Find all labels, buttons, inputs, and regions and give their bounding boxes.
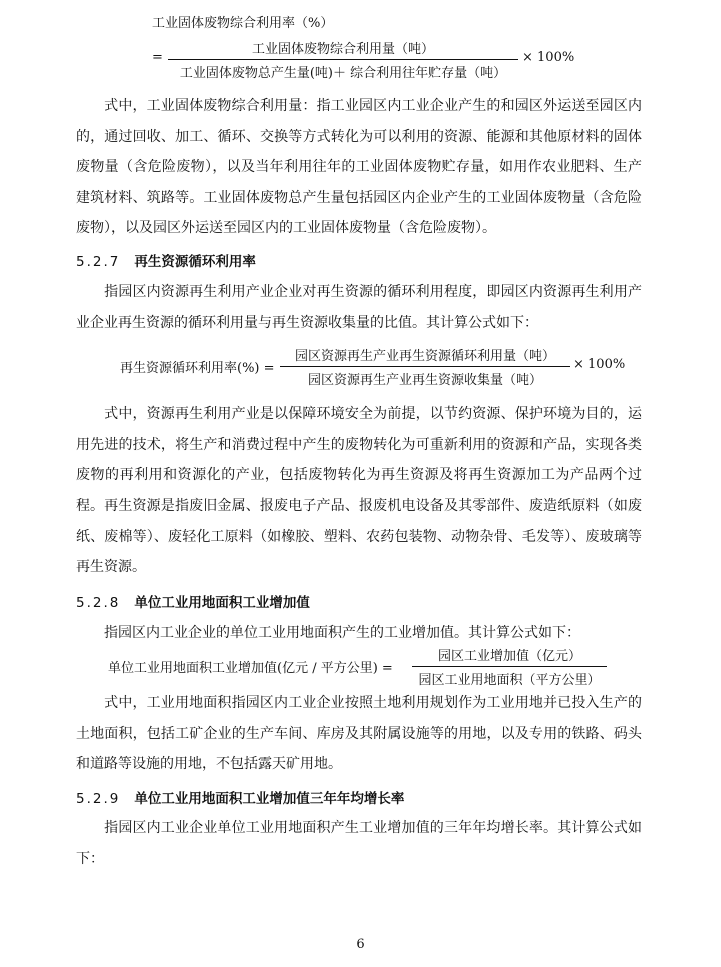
formula2-fraction xyxy=(280,345,570,388)
section-title: 单位工业用地面积工业增加值三年年均增长率 xyxy=(134,791,405,807)
formula3-denominator: 园区工业用地面积（平方公里） xyxy=(418,673,601,688)
paragraph-solid-waste-definition xyxy=(76,91,642,244)
formula2-numerator: 园区资源再生产业再生资源循环利用量（吨） xyxy=(294,349,555,364)
section-heading-5-2-8 xyxy=(76,591,310,611)
fraction-bar xyxy=(412,666,607,667)
formula2-denominator: 园区资源再生产业再生资源收集量（吨） xyxy=(307,373,542,388)
section-title: 再生资源循环利用率 xyxy=(134,254,256,270)
paragraph-recycling-definition xyxy=(76,277,642,338)
formula3-fraction xyxy=(412,645,607,688)
paragraph-text: 指园区内资源再生利用产业企业对再生资源的循环利用程度，即园区内资源再生利用产业企业再生资源的循环利用量与再生资源收集量的比值。其计算公式如下： xyxy=(76,284,642,331)
section-title: 单位工业用地面积工业增加值 xyxy=(134,595,310,611)
paragraph-growth-rate xyxy=(76,813,642,874)
paragraph-text: 指园区内工业企业单位工业用地面积产生工业增加值的三年年均增长率。其计算公式如下： xyxy=(76,820,642,867)
formula3-numerator: 园区工业增加值（亿元） xyxy=(437,649,581,664)
paragraph-text: 式中，工业用地面积指园区内工业企业按照土地利用规划作为工业用地并已投入生产的土地面积，包括工矿企业的生产车间、库房及其附属设施等的用地，以及专用的铁路、码头和道路等设施的用地，不包括露天矿用地。 xyxy=(76,695,642,772)
paragraph-text: 再生资源是指废旧金属、报废电子产品、报废机电设备及其零部件、废造纸原料（如废纸、废棉等）、废轻化工原料（如橡胶、塑料、农药包装物、动物杂骨、毛发等）、废玻璃等再生资源。 xyxy=(76,498,642,575)
formula1-equals: = xyxy=(152,50,163,65)
fraction-bar xyxy=(168,59,518,60)
formula1-multiplier: × 100% xyxy=(522,50,575,65)
section-heading-5-2-9 xyxy=(76,787,404,807)
section-number: 5.2.8 xyxy=(76,595,121,611)
paragraph-industrial-land xyxy=(76,688,642,780)
page-number: 6 xyxy=(356,937,365,952)
formula1-denominator: 工业固体废物总产生量(吨)＋ 综合利用往年贮存量（吨） xyxy=(179,66,507,81)
paragraph-text: 式中，资源再生利用产业是以保障环境安全为前提，以节约资源、保护环境为目的，运用先进的技术，将生产和消费过程中产生的废物转化为可重新利用的资源和产品，实现各类废物的再利用和资源化的产业，包括废物转化为再生资源及将再生资源加工为产品两个过程。 xyxy=(76,406,642,514)
formula1-numerator: 工业固体废物综合利用量（吨） xyxy=(251,42,434,57)
paragraph-land-value-definition xyxy=(76,618,642,649)
section-number: 5.2.7 xyxy=(76,254,121,270)
paragraph-text: 指园区内工业企业的单位工业用地面积产生的工业增加值。其计算公式如下： xyxy=(104,625,580,641)
paragraph-renewable-resources xyxy=(76,491,642,583)
formula3-label: 单位工业用地面积工业增加值(亿元 / 平方公里) = xyxy=(108,661,393,676)
fraction-bar xyxy=(280,366,570,367)
section-heading-5-2-7 xyxy=(76,250,256,270)
paragraph-text: 式中，工业固体废物综合利用量：指工业园区内工业企业产生的和园区外运送至园区内的，通过回收、加工、循环、交换等方式转化为可以利用的资源、能源和其他原材料的固体废物量（含危险废物），以及当年利用往年的工业固体废物贮存量，如用作农业肥料、生产建筑材料、筑路等。工业固体废物总产生量包括园区内企业产生的工业固体废物量（含危险废物），以及园区外运送至园区内的工业固体废物量（含危险废物）。 xyxy=(76,98,642,236)
formula2-multiplier: × 100% xyxy=(573,357,626,372)
section-number: 5.2.9 xyxy=(76,791,121,807)
formula1-fraction xyxy=(168,38,518,81)
formula2-label: 再生资源循环利用率(%) = xyxy=(120,361,275,376)
formula1-label: 工业固体废物综合利用率（%） xyxy=(152,16,334,31)
